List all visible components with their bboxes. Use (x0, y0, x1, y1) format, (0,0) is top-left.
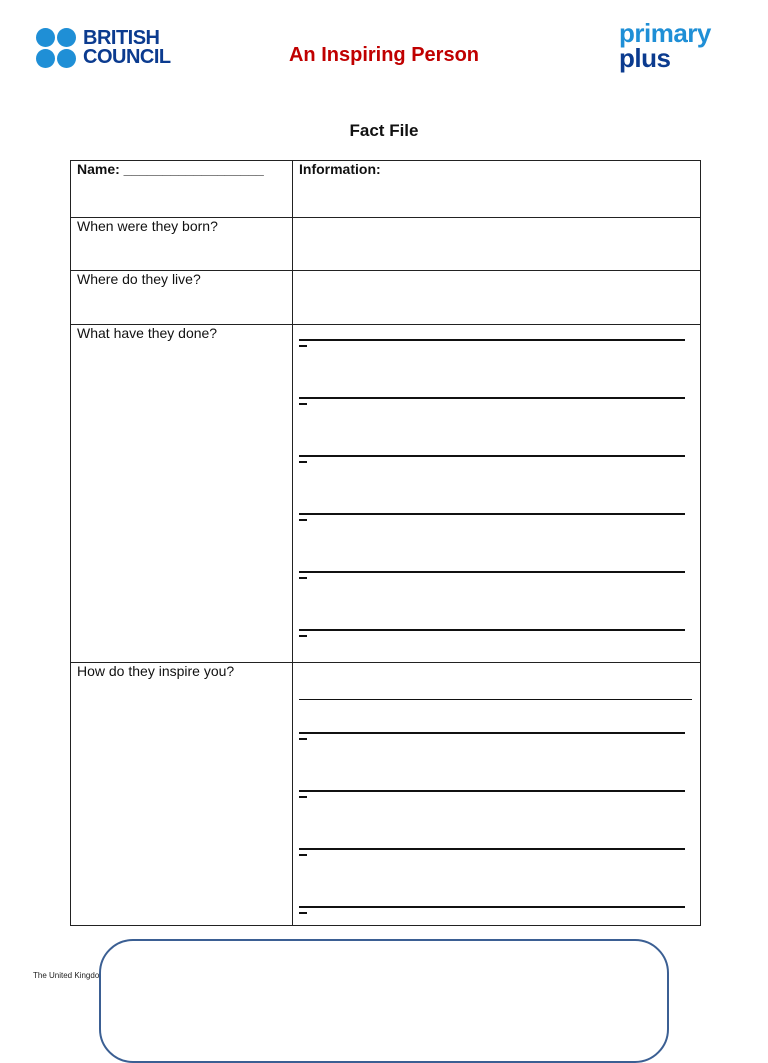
table-row (71, 271, 701, 325)
logo-line1: BRITISH (83, 27, 160, 49)
answer-line (299, 325, 685, 341)
answer-done-cell[interactable] (293, 325, 701, 663)
line-dash (299, 519, 307, 521)
name-cell[interactable]: Name: __________________ (71, 161, 293, 218)
line-dash (299, 635, 307, 637)
line-dash (299, 577, 307, 579)
logo-line2: COUNCIL (83, 46, 171, 68)
answer-line (299, 615, 685, 631)
table-row (71, 325, 701, 663)
page-title: An Inspiring Person (288, 44, 480, 66)
question-done: What have they done? (71, 325, 293, 663)
question-live: Where do they live? (71, 271, 293, 325)
bottom-rounded-box (99, 939, 669, 1063)
line-dash (299, 345, 307, 347)
answer-line (299, 776, 685, 792)
footer-note: The United Kingdo (33, 971, 100, 980)
line-dash (299, 738, 307, 740)
logo-primary: primary (619, 18, 711, 48)
answer-line (299, 499, 685, 515)
line-dash (299, 403, 307, 405)
answer-line (299, 892, 685, 908)
table-header-row (71, 161, 701, 218)
information-header: Information: (293, 161, 701, 218)
answer-line (299, 441, 685, 457)
fact-file-heading: Fact File (349, 121, 419, 140)
table-row (71, 218, 701, 271)
line-dash (299, 854, 307, 856)
line-dash (299, 912, 307, 914)
answer-line (299, 383, 685, 399)
answer-live-cell[interactable] (293, 271, 701, 325)
answer-line (299, 557, 685, 573)
question-inspire: How do they inspire you? (71, 663, 293, 926)
logo-plus: plus (619, 43, 671, 73)
question-born: When were they born? (71, 218, 293, 271)
answer-inspire-cell[interactable] (293, 663, 701, 926)
line-dash (299, 461, 307, 463)
table-row (71, 663, 701, 926)
answer-line (299, 685, 692, 700)
answer-born-cell[interactable] (293, 218, 701, 271)
answer-line (299, 834, 685, 850)
fact-file-table (70, 160, 701, 926)
answer-line (299, 718, 685, 734)
primary-plus-logo (619, 18, 739, 81)
line-dash (299, 796, 307, 798)
